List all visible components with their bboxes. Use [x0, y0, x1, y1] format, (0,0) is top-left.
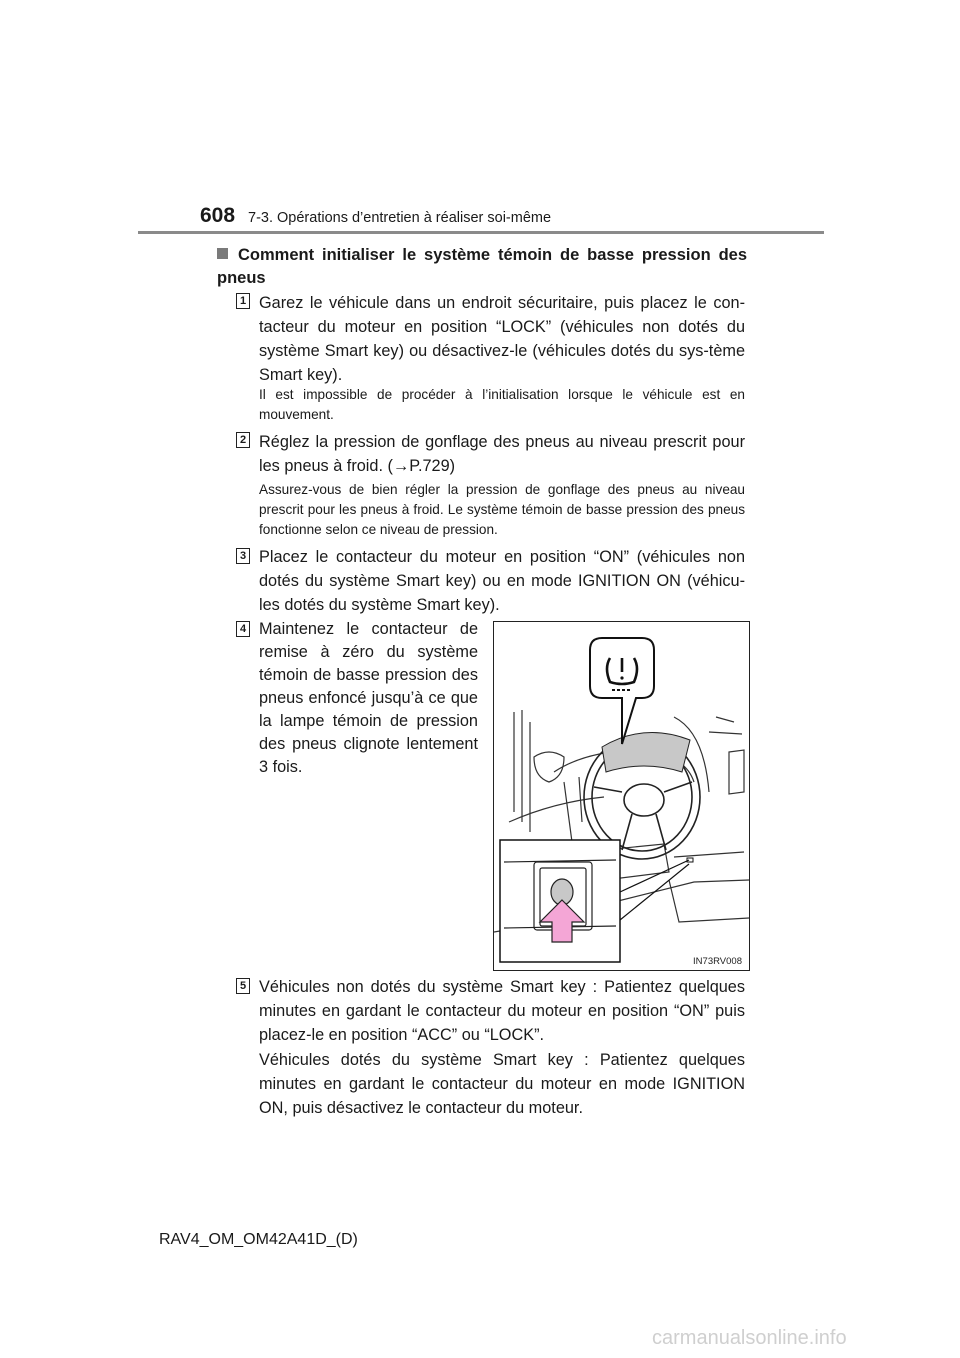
document-code: RAV4_OM_OM42A41D_(D): [159, 1231, 358, 1248]
step-2-note: Assurez-vous de bien régler la pression de gonflage des pneus au niveau prescrit pour les pneus à froid. Le système témoin de basse pression des pneus fonctionne selon ce niveau de pression.: [259, 482, 745, 537]
step-number-1: 1: [236, 293, 250, 309]
dashboard-drawing: [494, 622, 749, 970]
header-rule: [138, 231, 824, 234]
watermark: carmanualsonline.info: [652, 1327, 847, 1349]
section-heading: [217, 244, 747, 290]
step-4-text: Maintenez le contacteur de remise à zéro du système témoin de basse pression des pneus enfoncé jusqu’à ce que la lampe témoin de pression des pneus clignote lentement 3 fois.: [259, 620, 478, 776]
dashboard-illustration: [493, 621, 750, 971]
step-5-text-2: Véhicules dotés du système Smart key : Patientez quelques minutes en gardant le contacteur du moteur en mode IGNITION ON, puis désactivez le contacteur du moteur.: [259, 1051, 745, 1117]
step-2-text: Réglez la pression de gonflage des pneus au niveau prescrit pour les pneus à froid. (→P.729): [259, 433, 745, 475]
section-heading-text: Comment initialiser le système témoin de basse pression des pneus: [217, 246, 747, 287]
page-number: 608: [200, 204, 236, 227]
step-1-note: Il est impossible de procéder à l’initialisation lorsque le véhicule est en mouvement.: [259, 387, 745, 422]
step-3-text: Placez le contacteur du moteur en position “ON” (véhicules non dotés du système Smart key) ou en mode IGNITION ON (véhicu-les dotés du système Smart key).: [259, 548, 745, 614]
step-1-text: Garez le véhicule dans un endroit sécuritaire, puis placez le con-tacteur du moteur en position “LOCK” (véhicules non dotés du système Smart key) ou désactivez-le (véhicules dotés du sys-tème Smart key).: [259, 294, 745, 384]
step-number-3: 3: [236, 548, 250, 564]
step-number-2: 2: [236, 432, 250, 448]
figure-code: IN73RV008: [693, 956, 742, 967]
section-title: 7-3. Opérations d’entretien à réaliser soi-même: [248, 210, 552, 226]
step-number-5: 5: [236, 978, 250, 994]
step-number-4: 4: [236, 621, 250, 637]
step-5-text: Véhicules non dotés du système Smart key : Patientez quelques minutes en gardant le contacteur du moteur en position “ON” puis placez-le en position “ACC” ou “LOCK”.: [259, 978, 745, 1044]
square-bullet-icon: [217, 248, 228, 259]
